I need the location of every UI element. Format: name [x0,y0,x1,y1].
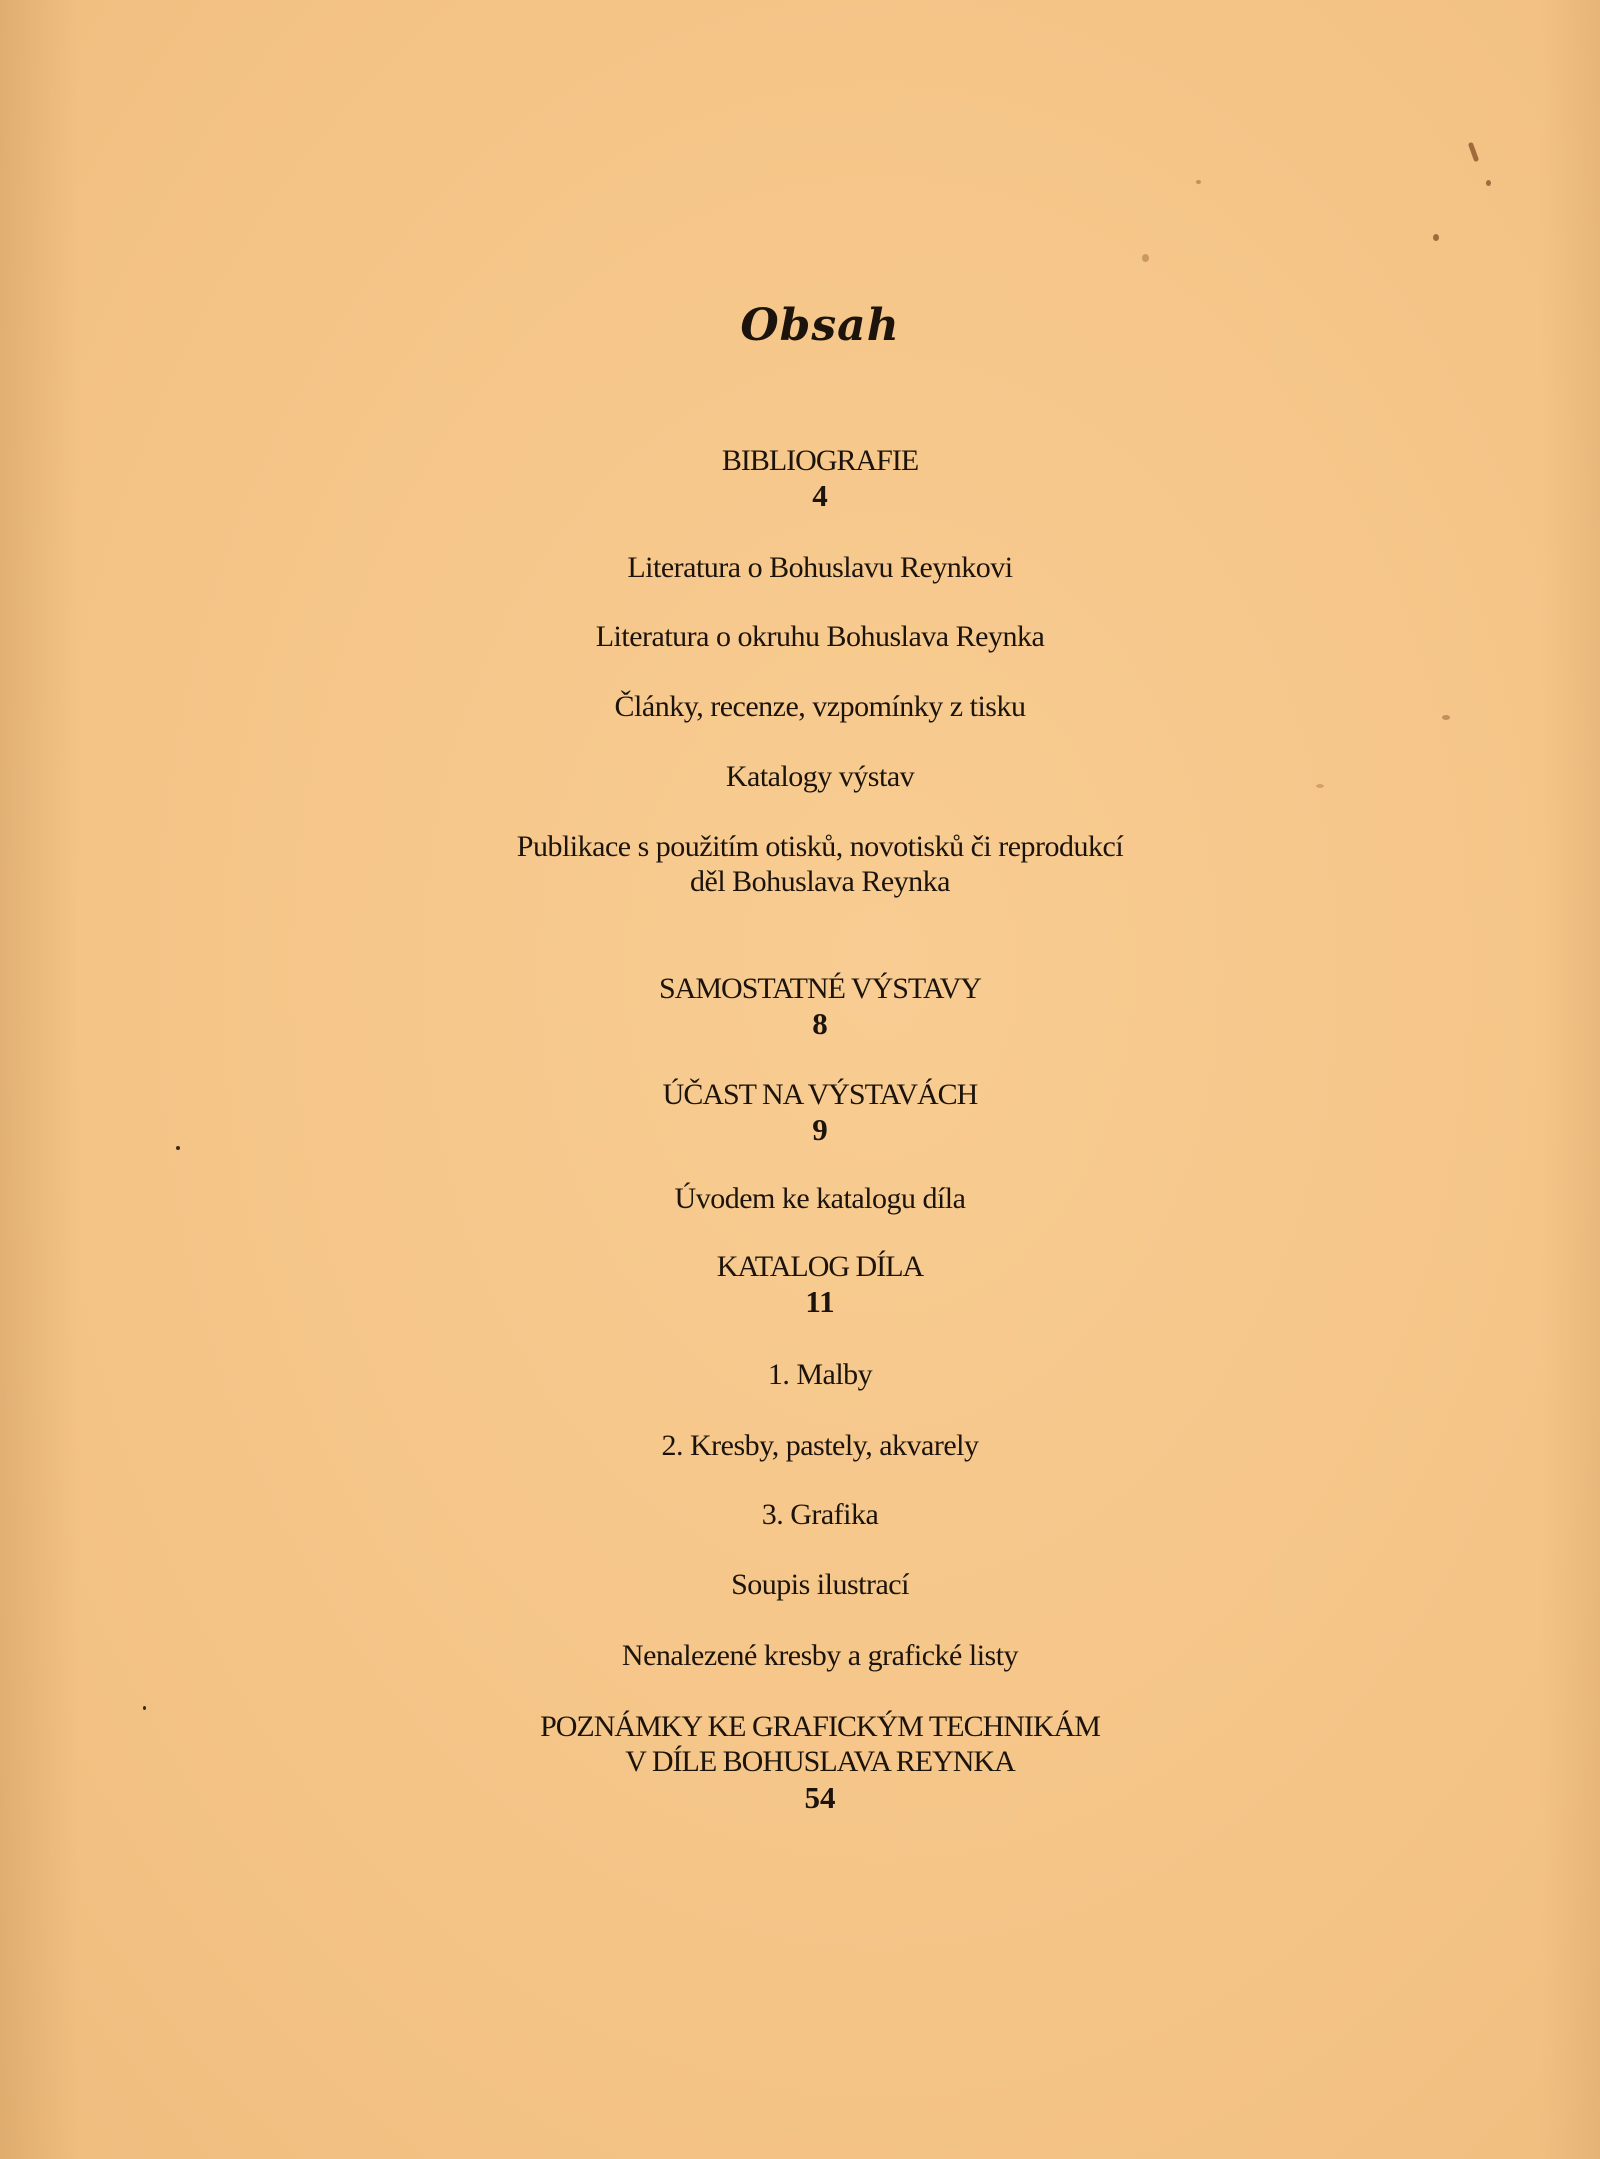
page-number-katalog: 11 [805,1284,835,1319]
toc-item: děl Bohuslava Reynka [690,865,950,898]
toc-item: Články, recenze, vzpomínky z tisku [614,690,1026,723]
section-heading-ucast: ÚČAST NA VÝSTAVÁCH [662,1078,978,1111]
toc-item: Soupis ilustrací [731,1568,909,1601]
page-number-poznamky: 54 [804,1780,836,1815]
page-number-samostatne: 8 [812,1006,828,1041]
page-number-bibliografie: 4 [812,478,828,513]
toc-item: Literatura o Bohuslavu Reynkovi [627,551,1013,584]
section-heading-samostatne: SAMOSTATNÉ VÝSTAVY [659,972,981,1005]
section-heading-poznamky-line2: V DÍLE BOHUSLAVA REYNKA [625,1745,1015,1778]
section-heading-katalog: KATALOG DÍLA [716,1250,924,1283]
section-heading-poznamky-line1: POZNÁMKY KE GRAFICKÝM TECHNIKÁM [540,1710,1100,1743]
toc-item: Literatura o okruhu Bohuslava Reynka [595,620,1045,653]
toc-item-uvodem: Úvodem ke katalogu díla [674,1182,966,1215]
toc-item: 2. Kresby, pastely, akvarely [661,1429,979,1462]
paper-speck [1468,142,1480,163]
paper-speck [1142,254,1149,262]
toc-item: Nenalezené kresby a grafické listy [621,1639,1019,1672]
paper-speck [1486,180,1491,186]
toc-item: Publikace s použitím otisků, novotisků či reprodukcí [516,830,1124,863]
toc-item: 3. Grafika [761,1498,879,1531]
paper-speck [1433,234,1439,241]
section-heading-bibliografie: BIBLIOGRAFIE [721,444,919,477]
page-number-ucast: 9 [812,1112,828,1147]
page-title: Obsah [740,300,900,351]
toc-item: Katalogy výstav [725,760,915,793]
toc-item: 1. Malby [767,1358,873,1391]
paper-speck [1196,180,1201,184]
